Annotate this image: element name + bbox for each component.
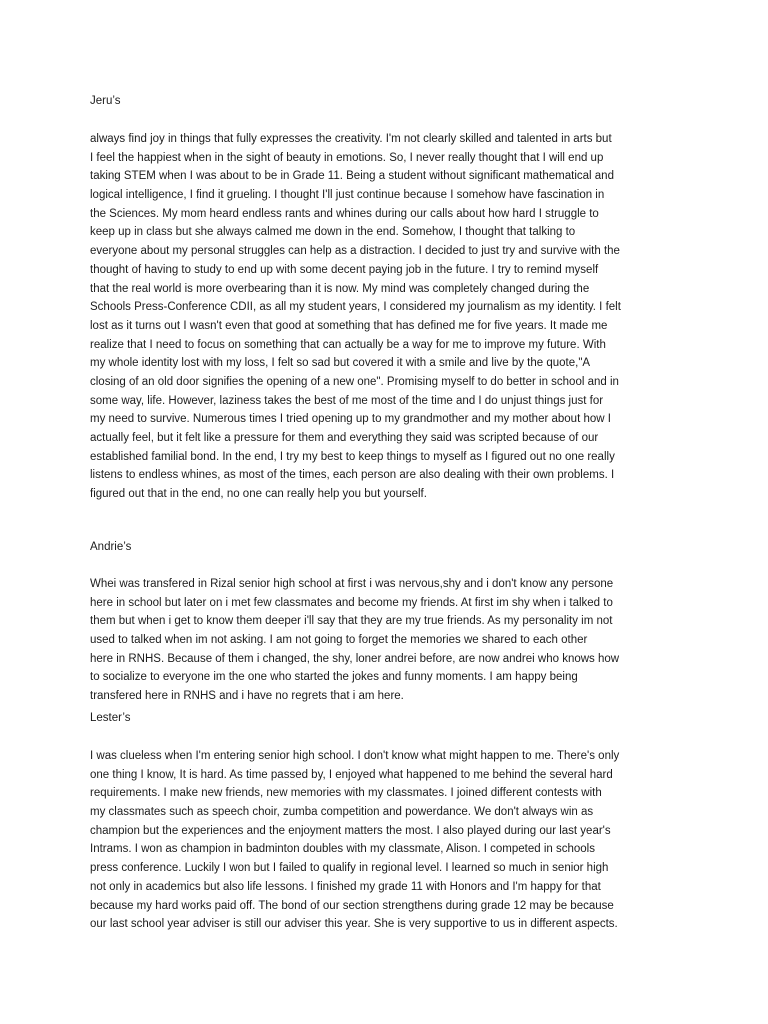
paragraph-line: my need to survive. Numerous times I tried opening up to my grandmother and my mother about how I bbox=[90, 413, 611, 426]
paragraph-line: some way, life. However, laziness takes the best of me most of the time and I do unjust things just for bbox=[90, 394, 604, 407]
paragraph-line: that the real world is more overbearing than it is now. My mind was completely changed during the bbox=[90, 282, 590, 295]
paragraph-line: listens to endless whines, as most of the times, each person are also dealing with their own problems. I bbox=[90, 469, 615, 482]
paragraph-line: to socialize to everyone im the one who started the jokes and funny moments. I am happy being bbox=[90, 671, 578, 684]
paragraph-line: lost as it turns out I wasn't even that good at something that has defined me for five years. It made me bbox=[90, 319, 608, 332]
section-heading: Jeru’s bbox=[90, 95, 121, 107]
paragraph-line: not only in academics but also life lessons. I finished my grade 11 with Honors and I'm happy for that bbox=[90, 880, 601, 893]
paragraph-line: Intrams. I won as champion in badminton doubles with my classmate, Alison. I competed in schools bbox=[90, 843, 595, 856]
section-andrie bbox=[90, 540, 690, 706]
paragraph-line: Schools Press-Conference CDII, as all my student years, I considered my journalism as my identity. I felt bbox=[90, 301, 621, 314]
paragraph-line: everyone about my personal struggles can help as a distraction. I decided to just try and survive with the bbox=[90, 245, 620, 258]
paragraph-line: actually feel, but it felt like a pressure for them and everything they said was scripted because of our bbox=[90, 432, 599, 444]
paragraph-line: thought of having to study to end up with some decent paying job in the future. I try to remind myself bbox=[90, 263, 599, 276]
section-heading: Andrie’s bbox=[90, 541, 132, 553]
paragraph-line: here in RNHS. Because of them i changed, the shy, loner andrei before, are now andrei who knows how bbox=[90, 652, 620, 665]
paragraph-line: figured out that in the end, no one can really help you but yourself. bbox=[90, 488, 427, 501]
paragraph-line: I was clueless when I'm entering senior high school. I don't know what might happen to me. There's only bbox=[90, 750, 620, 762]
paragraph-line: my whole identity lost with my loss, I felt so sad but covered it with a smile and live by the quote,"A bbox=[90, 357, 591, 370]
paragraph-line: the Sciences. My mom heard endless rants and whines during our calls about how hard I struggle to bbox=[90, 207, 599, 220]
paragraph-line: I feel the happiest when in the sight of beauty in emotions. So, I never really thought that I will end up bbox=[90, 151, 604, 164]
paragraph-line: logical intelligence, I find it grueling. I thought I'll just continue because I somehow have fascination in bbox=[90, 189, 605, 202]
paragraph-line: Whei was transfered in Rizal senior high school at first i was nervous,shy and i don't know any persone bbox=[90, 578, 614, 590]
section-paragraph bbox=[90, 575, 690, 706]
paragraph-line: our last school year adviser is still our adviser this year. She is very supportive to us in different aspects. bbox=[90, 918, 618, 931]
paragraph-line: established familial bond. In the end, I try my best to keep things to myself as I figured out no one really bbox=[90, 450, 615, 463]
section-jeru bbox=[90, 94, 690, 504]
paragraph-line: realize that I need to focus on something that can actually be a way for me to improve my future. With bbox=[90, 338, 606, 351]
section-heading: Lester’s bbox=[90, 712, 131, 724]
paragraph-line: one thing I know, It is hard. As time passed by, I enjoyed what happened to me behind the several hard bbox=[90, 768, 613, 781]
paragraph-line: closing of an old door signifies the opening of a new one". Promising myself to do better in school and in bbox=[90, 375, 619, 388]
paragraph-line: champion but the experiences and the enjoyment matters the most. I also played during our last year's bbox=[90, 824, 611, 837]
paragraph-line: used to talked when im not asking. I am not going to forget the memories we shared to each other bbox=[90, 634, 588, 647]
paragraph-line: them but when i get to know them deeper i'll say that they are my true friends. As my personality im not bbox=[90, 615, 613, 628]
paragraph-line: keep up in class but she always calmed me down in the end. Somehow, I thought that talking to bbox=[90, 226, 576, 239]
paragraph-line: taking STEM when I was about to be in Grade 11. Being a student without significant mathematical and bbox=[90, 170, 614, 183]
paragraph-line: here in school but later on i met few classmates and become my friends. At first im shy when i talked to bbox=[90, 596, 613, 609]
section-lester bbox=[90, 711, 690, 934]
paragraph-line: press conference. Luckily I won but I failed to qualify in regional level. I learned so much in senior high bbox=[90, 862, 609, 875]
paragraph-line: transfered here in RNHS and i have no regrets that i am here. bbox=[90, 690, 404, 703]
paragraph-line: always find joy in things that fully expresses the creativity. I'm not clearly skilled and talented in arts but bbox=[90, 133, 612, 145]
paragraph-line: because my hard works paid off. The bond of our section strengthens during grade 12 may be because bbox=[90, 899, 614, 912]
paragraph-line: my classmates such as speech choir, zumba competition and powerdance. We don't always win as bbox=[90, 806, 594, 819]
paragraph-line: requirements. I make new friends, new memories with my classmates. I joined different contests with bbox=[90, 787, 602, 800]
section-paragraph bbox=[90, 130, 690, 504]
section-paragraph bbox=[90, 747, 690, 934]
